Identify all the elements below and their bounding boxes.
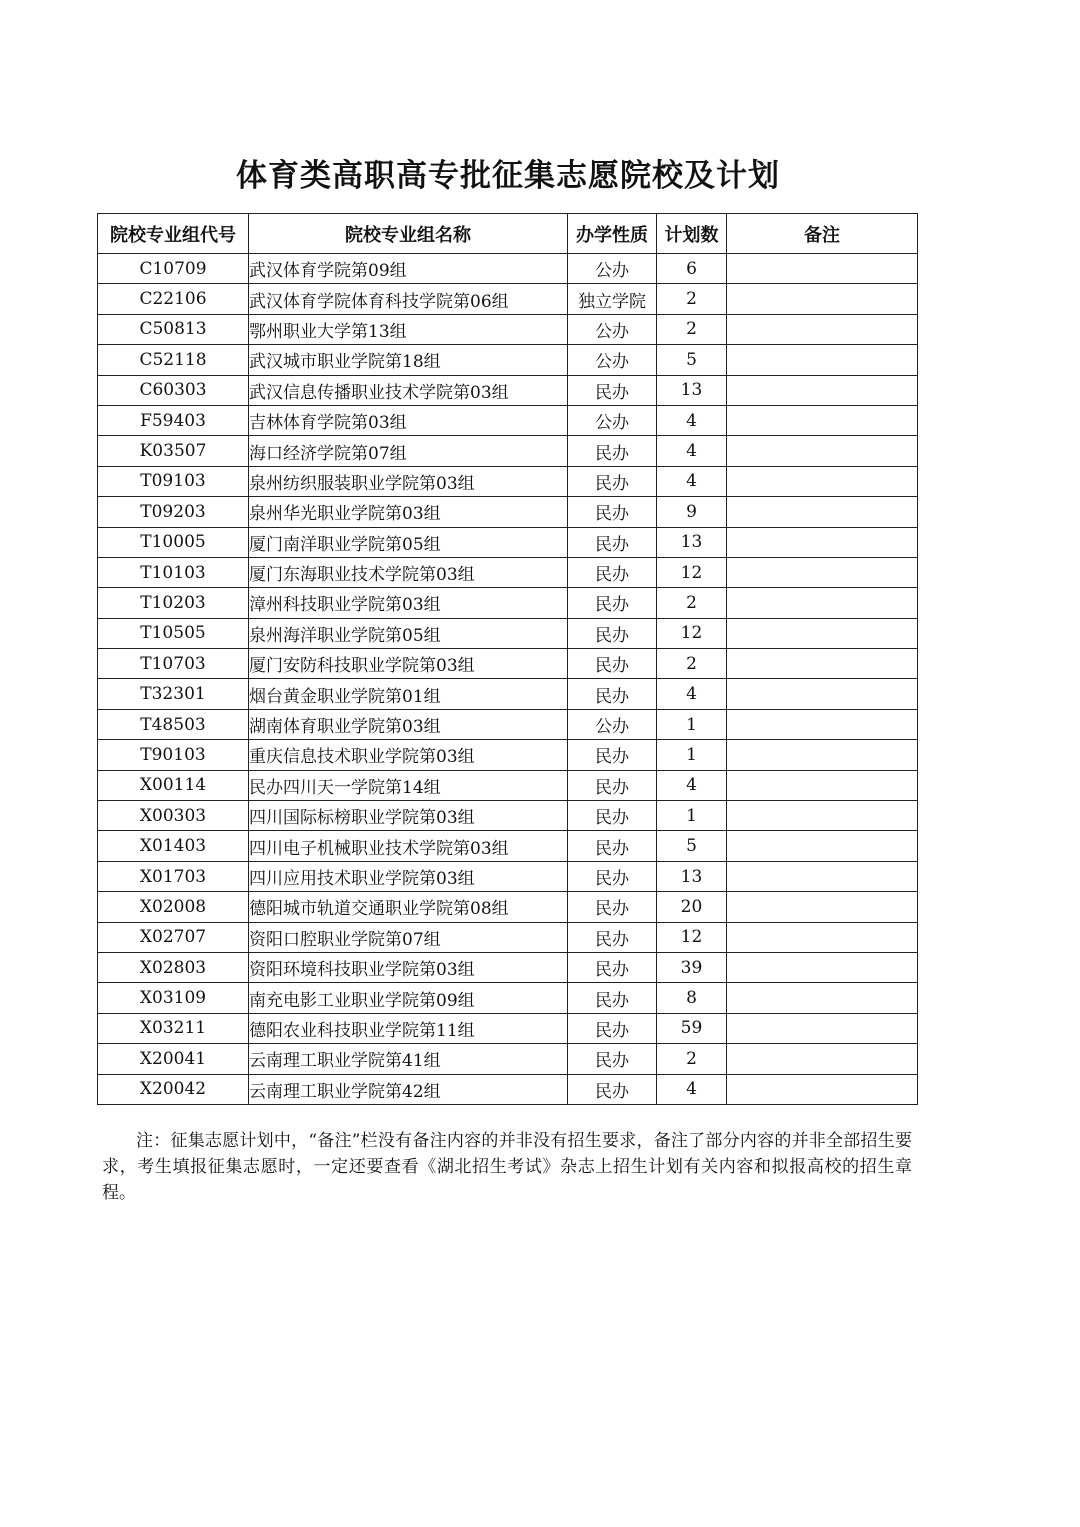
- remark-cell: [727, 588, 918, 618]
- remark-cell: [727, 497, 918, 527]
- table-row: [98, 770, 918, 800]
- group-name-cell: 四川应用技术职业学院第03组: [249, 861, 568, 891]
- school-type-cell: 民办: [568, 436, 657, 466]
- header-group-code: 院校专业组代号: [98, 214, 249, 254]
- school-type-cell: 民办: [568, 557, 657, 587]
- remark-cell: [727, 861, 918, 891]
- group-code-cell: X03109: [98, 983, 249, 1013]
- school-type-cell: 民办: [568, 1013, 657, 1043]
- table-row: [98, 952, 918, 982]
- school-type-cell: 民办: [568, 770, 657, 800]
- plan-count-cell: 59: [657, 1013, 727, 1043]
- remark-cell: [727, 618, 918, 648]
- table-row: [98, 405, 918, 435]
- school-type-cell: 民办: [568, 649, 657, 679]
- remark-cell: [727, 254, 918, 284]
- group-code-cell: X02803: [98, 952, 249, 982]
- table-row: [98, 314, 918, 344]
- plan-count-cell: 4: [657, 436, 727, 466]
- group-code-cell: C10709: [98, 254, 249, 284]
- group-name-cell: 德阳城市轨道交通职业学院第08组: [249, 892, 568, 922]
- school-type-cell: 民办: [568, 740, 657, 770]
- group-name-cell: 泉州华光职业学院第03组: [249, 497, 568, 527]
- group-name-cell: 吉林体育学院第03组: [249, 405, 568, 435]
- group-name-cell: 漳州科技职业学院第03组: [249, 588, 568, 618]
- plan-count-cell: 6: [657, 254, 727, 284]
- group-name-cell: 厦门东海职业技术学院第03组: [249, 557, 568, 587]
- remark-cell: [727, 345, 918, 375]
- plan-count-cell: 13: [657, 861, 727, 891]
- school-type-cell: 民办: [568, 588, 657, 618]
- remark-cell: [727, 649, 918, 679]
- remark-cell: [727, 405, 918, 435]
- remark-cell: [727, 709, 918, 739]
- group-name-cell: 厦门南洋职业学院第05组: [249, 527, 568, 557]
- school-type-cell: 民办: [568, 497, 657, 527]
- plan-count-cell: 4: [657, 770, 727, 800]
- school-type-cell: 民办: [568, 1074, 657, 1104]
- group-code-cell: T09203: [98, 497, 249, 527]
- group-name-cell: 厦门安防科技职业学院第03组: [249, 649, 568, 679]
- school-type-cell: 民办: [568, 952, 657, 982]
- plan-count-cell: 4: [657, 405, 727, 435]
- plan-count-cell: 1: [657, 740, 727, 770]
- table-row: [98, 649, 918, 679]
- plan-count-cell: 13: [657, 375, 727, 405]
- table-row: [98, 740, 918, 770]
- group-code-cell: X03211: [98, 1013, 249, 1043]
- table-row: [98, 831, 918, 861]
- school-type-cell: 公办: [568, 709, 657, 739]
- table-row: [98, 892, 918, 922]
- group-name-cell: 烟台黄金职业学院第01组: [249, 679, 568, 709]
- school-type-cell: 民办: [568, 527, 657, 557]
- remark-cell: [727, 892, 918, 922]
- plan-count-cell: 12: [657, 557, 727, 587]
- group-name-cell: 武汉体育学院第09组: [249, 254, 568, 284]
- group-code-cell: T48503: [98, 709, 249, 739]
- group-code-cell: X02008: [98, 892, 249, 922]
- group-name-cell: 湖南体育职业学院第03组: [249, 709, 568, 739]
- plan-count-cell: 4: [657, 679, 727, 709]
- school-type-cell: 公办: [568, 345, 657, 375]
- remark-cell: [727, 983, 918, 1013]
- table-row: [98, 284, 918, 314]
- school-type-cell: 公办: [568, 314, 657, 344]
- remark-cell: [727, 1074, 918, 1104]
- remark-cell: [727, 922, 918, 952]
- header-plan-count: 计划数: [657, 214, 727, 254]
- table-row: [98, 1013, 918, 1043]
- group-name-cell: 重庆信息技术职业学院第03组: [249, 740, 568, 770]
- plan-count-cell: 4: [657, 466, 727, 496]
- plan-count-cell: 20: [657, 892, 727, 922]
- group-code-cell: X20042: [98, 1074, 249, 1104]
- remark-cell: [727, 801, 918, 831]
- group-code-cell: C22106: [98, 284, 249, 314]
- header-school-type: 办学性质: [568, 214, 657, 254]
- plan-table: [97, 213, 918, 1105]
- school-type-cell: 民办: [568, 375, 657, 405]
- group-name-cell: 云南理工职业学院第41组: [249, 1044, 568, 1074]
- header-group-name: 院校专业组名称: [249, 214, 568, 254]
- school-type-cell: 民办: [568, 892, 657, 922]
- table-row: [98, 497, 918, 527]
- plan-count-cell: 39: [657, 952, 727, 982]
- plan-count-cell: 2: [657, 588, 727, 618]
- remark-cell: [727, 557, 918, 587]
- remark-cell: [727, 436, 918, 466]
- group-name-cell: 云南理工职业学院第42组: [249, 1074, 568, 1104]
- group-code-cell: F59403: [98, 405, 249, 435]
- remark-cell: [727, 1013, 918, 1043]
- group-name-cell: 海口经济学院第07组: [249, 436, 568, 466]
- group-code-cell: T10103: [98, 557, 249, 587]
- table-row: [98, 466, 918, 496]
- group-code-cell: T09103: [98, 466, 249, 496]
- table-row: [98, 679, 918, 709]
- table-row: [98, 557, 918, 587]
- page-title: 体育类高职高专批征集志愿院校及计划: [236, 158, 780, 194]
- plan-count-cell: 1: [657, 801, 727, 831]
- remark-cell: [727, 831, 918, 861]
- group-name-cell: 四川电子机械职业技术学院第03组: [249, 831, 568, 861]
- school-type-cell: 民办: [568, 861, 657, 891]
- plan-count-cell: 12: [657, 618, 727, 648]
- group-code-cell: C50813: [98, 314, 249, 344]
- plan-count-cell: 8: [657, 983, 727, 1013]
- plan-count-cell: 2: [657, 1044, 727, 1074]
- table-row: [98, 1074, 918, 1104]
- group-code-cell: T32301: [98, 679, 249, 709]
- group-name-cell: 资阳环境科技职业学院第03组: [249, 952, 568, 982]
- group-code-cell: C52118: [98, 345, 249, 375]
- group-name-cell: 武汉城市职业学院第18组: [249, 345, 568, 375]
- school-type-cell: 公办: [568, 405, 657, 435]
- table-row: [98, 588, 918, 618]
- group-code-cell: T90103: [98, 740, 249, 770]
- group-code-cell: T10505: [98, 618, 249, 648]
- table-row: [98, 345, 918, 375]
- group-name-cell: 武汉信息传播职业技术学院第03组: [249, 375, 568, 405]
- plan-count-cell: 2: [657, 649, 727, 679]
- group-code-cell: X00303: [98, 801, 249, 831]
- table-header-row: [98, 214, 918, 254]
- group-code-cell: C60303: [98, 375, 249, 405]
- school-type-cell: 公办: [568, 254, 657, 284]
- group-code-cell: T10703: [98, 649, 249, 679]
- remark-cell: [727, 466, 918, 496]
- plan-count-cell: 2: [657, 314, 727, 344]
- remark-cell: [727, 1044, 918, 1074]
- group-name-cell: 南充电影工业职业学院第09组: [249, 983, 568, 1013]
- table-row: [98, 922, 918, 952]
- plan-count-cell: 5: [657, 345, 727, 375]
- remark-cell: [727, 952, 918, 982]
- school-type-cell: 民办: [568, 618, 657, 648]
- group-name-cell: 鄂州职业大学第13组: [249, 314, 568, 344]
- table-row: [98, 618, 918, 648]
- school-type-cell: 民办: [568, 466, 657, 496]
- school-type-cell: 民办: [568, 679, 657, 709]
- footnote: 注：征集志愿计划中，“备注”栏没有备注内容的并非没有招生要求，备注了部分内容的并非全部招生要求，考生填报征集志愿时，一定还要查看《湖北招生考试》杂志上招生计划有关内容和拟报高校的招生章程。: [102, 1131, 912, 1203]
- table-row: [98, 1044, 918, 1074]
- table-body: [98, 254, 918, 1105]
- table-row: [98, 254, 918, 284]
- plan-count-cell: 13: [657, 527, 727, 557]
- school-type-cell: 独立学院: [568, 284, 657, 314]
- group-code-cell: X01703: [98, 861, 249, 891]
- table-row: [98, 709, 918, 739]
- group-code-cell: T10005: [98, 527, 249, 557]
- group-name-cell: 资阳口腔职业学院第07组: [249, 922, 568, 952]
- group-code-cell: X01403: [98, 831, 249, 861]
- table-row: [98, 983, 918, 1013]
- plan-count-cell: 5: [657, 831, 727, 861]
- remark-cell: [727, 314, 918, 344]
- group-code-cell: X02707: [98, 922, 249, 952]
- school-type-cell: 民办: [568, 922, 657, 952]
- remark-cell: [727, 527, 918, 557]
- plan-count-cell: 4: [657, 1074, 727, 1104]
- group-name-cell: 武汉体育学院体育科技学院第06组: [249, 284, 568, 314]
- group-name-cell: 四川国际标榜职业学院第03组: [249, 801, 568, 831]
- school-type-cell: 民办: [568, 983, 657, 1013]
- table-row: [98, 861, 918, 891]
- school-type-cell: 民办: [568, 1044, 657, 1074]
- remark-cell: [727, 770, 918, 800]
- table-row: [98, 801, 918, 831]
- plan-count-cell: 12: [657, 922, 727, 952]
- remark-cell: [727, 740, 918, 770]
- group-name-cell: 民办四川天一学院第14组: [249, 770, 568, 800]
- group-name-cell: 泉州海洋职业学院第05组: [249, 618, 568, 648]
- table-row: [98, 375, 918, 405]
- group-code-cell: X00114: [98, 770, 249, 800]
- plan-count-cell: 1: [657, 709, 727, 739]
- header-remarks: 备注: [727, 214, 918, 254]
- group-code-cell: K03507: [98, 436, 249, 466]
- table-row: [98, 527, 918, 557]
- group-name-cell: 泉州纺织服装职业学院第03组: [249, 466, 568, 496]
- school-type-cell: 民办: [568, 831, 657, 861]
- group-code-cell: X20041: [98, 1044, 249, 1074]
- group-code-cell: T10203: [98, 588, 249, 618]
- school-type-cell: 民办: [568, 801, 657, 831]
- group-name-cell: 德阳农业科技职业学院第11组: [249, 1013, 568, 1043]
- remark-cell: [727, 375, 918, 405]
- plan-count-cell: 9: [657, 497, 727, 527]
- plan-count-cell: 2: [657, 284, 727, 314]
- table-row: [98, 436, 918, 466]
- remark-cell: [727, 284, 918, 314]
- remark-cell: [727, 679, 918, 709]
